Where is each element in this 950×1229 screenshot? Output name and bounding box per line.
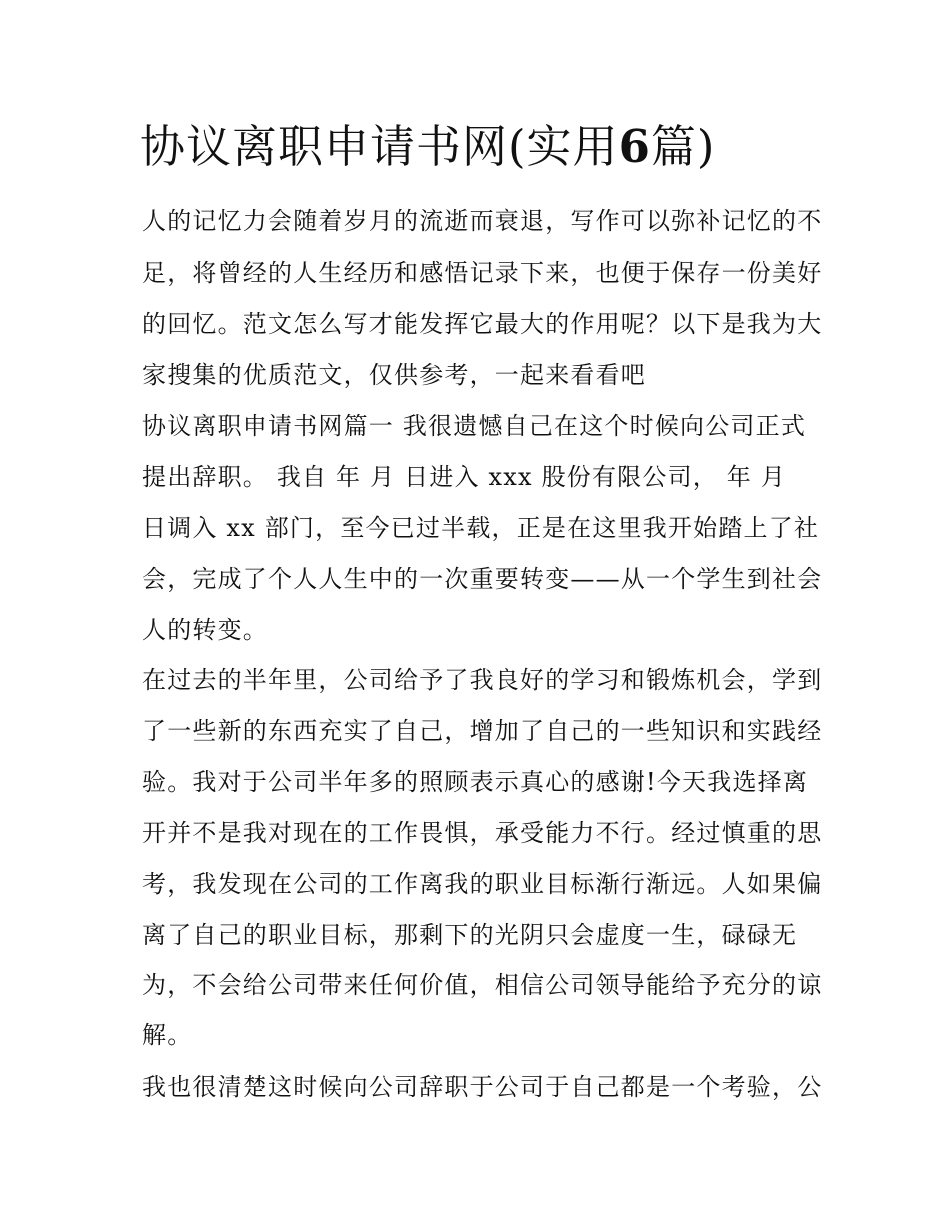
text-line: 验。我对于公司半年多的照顾表示真心的感谢!今天我选择离 <box>142 768 809 796</box>
text-line: 考，我发现在公司的工作离我的职业目标渐行渐远。人如果偏 <box>142 870 823 898</box>
text-line: 足，将曾经的人生经历和感悟记录下来，也便于保存一份美好 <box>142 259 823 287</box>
text-line: 了一些新的东西充实了自己，增加了自己的一些知识和实践经 <box>142 717 823 745</box>
text-line: 的回忆。范文怎么写才能发挥它最大的作用呢？以下是我为大 <box>142 310 823 338</box>
title-suffix: 篇) <box>650 120 716 173</box>
text-line: 解。 <box>142 1021 193 1049</box>
text-line: 提出辞职。 我自 年 月 日进入 xxx 股份有限公司， 年 月 <box>142 463 787 491</box>
text-line: 开并不是我对现在的工作畏惧，承受能力不行。经过慎重的思 <box>142 819 823 847</box>
text-line: 我也很清楚这时候向公司辞职于公司于自己都是一个考验，公 <box>142 1073 823 1101</box>
title-number: 6 <box>618 120 651 173</box>
text-line: 在过去的半年里，公司给予了我良好的学习和锻炼机会，学到 <box>142 666 823 694</box>
text-line: 人的记忆力会随着岁月的流逝而衰退，写作可以弥补记忆的不 <box>142 207 823 235</box>
text-line: 为，不会给公司带来任何价值，相信公司领导能给予充分的谅 <box>142 971 823 999</box>
text-line: 人的转变。 <box>142 616 268 644</box>
text-line: 日调入 xx 部门，至今已过半载，正是在这里我开始踏上了社 <box>142 514 820 542</box>
text-line: 家搜集的优质范文，仅供参考，一起来看看吧 <box>142 361 646 389</box>
title-prefix: 协议离职申请书网(实用 <box>140 120 619 173</box>
text-line: 协议离职申请书网篇一 我很遗憾自己在这个时候向公司正式 <box>142 412 807 440</box>
page-title <box>140 116 840 178</box>
text-line: 会，完成了个人人生中的一次重要转变——从一个学生到社会 <box>142 565 823 593</box>
text-line: 离了自己的职业目标，那剩下的光阴只会虚度一生，碌碌无 <box>142 921 798 949</box>
